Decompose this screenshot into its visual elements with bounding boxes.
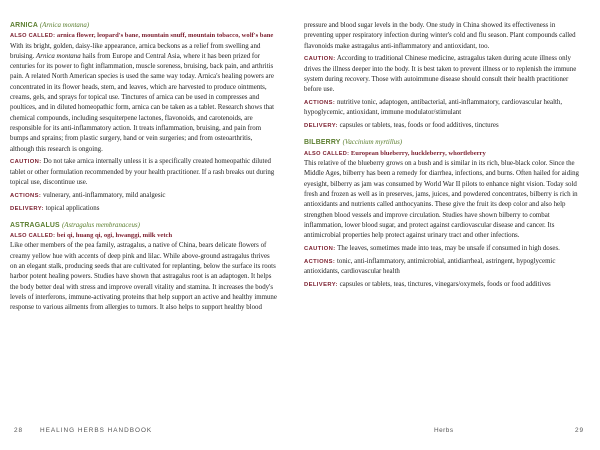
caution-label: CAUTION: (10, 159, 42, 166)
description-text: hails from Europe and Central Asia, where it has been prized for centuries for its power to fight inflammation, muscle soreness, bruising, back pain, and arthritis pain. A related North American species is used the same way today. Arnica's healing powers are concentrated in its flower heads, stem, and leaves, which are harvested to produce ointments, creams, gels, and sprays for topical use. Tinctures of arnica can be used in compresses and poultices, and in diluted homeopathic form, arnica can be taken as a tablet. Research shows that chemical compounds, including sesquiterpene lactones, flavonoids, and carotenoids, are responsible for its anti-inflammatory action. It treats inflammation, bruising, and pain from bumps and sprains; from plastic surgery, hand or vein surgeries; and from osteoarthritis, although this research is ongoing. (10, 52, 275, 153)
caution-label: CAUTION: (304, 56, 336, 63)
also-called-names: bei qi, huang qi, ogi, hwanggi, milk vetch (56, 232, 173, 240)
actions-label: ACTIONS: (10, 192, 42, 199)
actions (304, 98, 580, 119)
herb-name: BILBERRY (304, 139, 341, 147)
actions-text: vulnerary, anti-inflammatory, mild analgesic (42, 191, 166, 199)
delivery (304, 280, 580, 290)
page-number: 28 (14, 427, 24, 434)
caution-text: The leaves, sometimes made into teas, may be unsafe if consumed in high doses. (337, 244, 560, 252)
description: pressure and blood sugar levels in the body. One study in China showed its effectiveness in preventing upper respiratory infection during winter's cold and flu season. Plant compounds called flavonoids make astragalus anti-inflammatory and antioxidant, too. (304, 22, 576, 50)
delivery-label: DELIVERY: (304, 123, 338, 130)
entry-bilberry (304, 138, 580, 290)
also-called-label: ALSO CALLED: (304, 150, 350, 157)
entry-arnica (10, 21, 278, 214)
also-called-names: European blueberry, huckleberry, whortleberry (350, 149, 486, 157)
delivery-text: capsules or tablets, teas, tinctures, vinegars/oxymels, foods or food additives (339, 280, 551, 288)
actions-text: nutritive tonic, adaptogen, antibacterial, anti-inflammatory, cardiovascular health, hypoglycemic, antioxidant, immune modulator/stimulant (304, 99, 563, 117)
description: Like other members of the pea family, astragalus, a native of China, bears delicate flowers of creamy yellow hue with accents of deep pink and lilac. While above-ground astragalus thrives on an elegant stalk, producing seeds that are cultivated for replanting, below the surface its roots harbor potent healing powers. Studies have shown that astragalus root is an adaptogen. It helps the body better deal with stress and improve overall vitality and stamina. It increases the body's levels of interferons, immune-activating proteins that help support an active and healthy immune response to various ailments from allergies to tumors. It also helps to support healthy blood (10, 242, 277, 312)
entry-astragalus (10, 221, 278, 314)
caution (304, 244, 580, 254)
right-page (300, 0, 600, 450)
running-title: HEALING HERBS HANDBOOK (40, 427, 153, 434)
also-called (10, 231, 278, 241)
description (10, 42, 278, 155)
page-number: 29 (575, 427, 585, 434)
actions-text: tonic, anti-inflammatory, antimicrobial, antidiarrheal, astringent, hypoglycemic antioxidants, cardiovascular health (304, 257, 556, 276)
delivery-text: topical applications (45, 204, 100, 212)
also-called (304, 149, 580, 159)
caution-text: According to traditional Chinese medicine, astragalus taken during acute illness only drives the illness deeper into the body. It is best taken to prevent illness or to replenish the immune system during recovery. Those with autoimmune disease should consult their health practitioner before use. (304, 55, 577, 94)
entry-heading (10, 221, 278, 231)
delivery-label: DELIVERY: (10, 205, 44, 212)
herb-name: ARNICA (10, 22, 38, 29)
latin-name: (Astragalus membranaceus) (61, 221, 140, 229)
also-called-label: ALSO CALLED: (10, 33, 56, 40)
herb-name: ASTRAGALUS (10, 221, 60, 229)
entry-heading (304, 138, 580, 148)
description: This relative of the blueberry grows on a bush and is similar in its rich, blue-black color. Since the Middle Ages, bilberry has been a remedy for diarrhea, infections, and burns. Often hailed for aiding eyesight, bilberry as jam was consumed by World War II pilots to enhance night vision. Today sold fresh and frozen as well as in preserves, jams, juices, and powdered concentrates, bilberry is rich in antioxidants and nutrients called anthocyanins. These give the fruit its deep color and also help strengthen blood vessels and improve circulation. Studies have shown bilberry to combat inflammation, lower blood sugar, and protect against cardiovascular disease and cancer. Its antimicrobial properties help protect against urinary tract and other infections. (304, 160, 579, 240)
delivery-label: DELIVERY: (304, 281, 338, 288)
delivery (10, 204, 278, 214)
latin-name: (Vaccinium myrtillus) (342, 139, 403, 147)
left-column (10, 21, 278, 321)
actions (10, 191, 278, 201)
caution (10, 157, 278, 188)
caution-text: Do not take arnica internally unless it is a specifically created homeopathic diluted tablet or other formulation recommended by your health practitioner. If a rash breaks out during topical use, discontinue use. (10, 158, 275, 186)
caution-label: CAUTION: (304, 245, 336, 252)
entry-astragalus-continued (304, 21, 580, 131)
actions (304, 257, 580, 278)
delivery (304, 121, 580, 131)
also-called (10, 31, 278, 41)
description-text: With its bright, golden, daisy-like appearance, arnica beckons as a relief from swelling and bruising. (10, 42, 261, 60)
entry-heading (10, 21, 278, 31)
description-italic: Arnica montana (36, 52, 81, 60)
delivery-text: capsules or tablets, teas, foods or food additives, tinctures (339, 122, 499, 130)
also-called-names: arnica flower, leopard's bane, mountain snuff, mountain tobacco, wolf's bane (56, 32, 274, 40)
right-column (304, 21, 580, 297)
also-called-label: ALSO CALLED: (10, 233, 56, 240)
caution (304, 54, 580, 95)
running-title: Herbs (434, 427, 454, 434)
latin-name: (Arnica montana) (39, 22, 90, 29)
actions-label: ACTIONS: (304, 100, 336, 107)
actions-label: ACTIONS: (304, 258, 336, 265)
